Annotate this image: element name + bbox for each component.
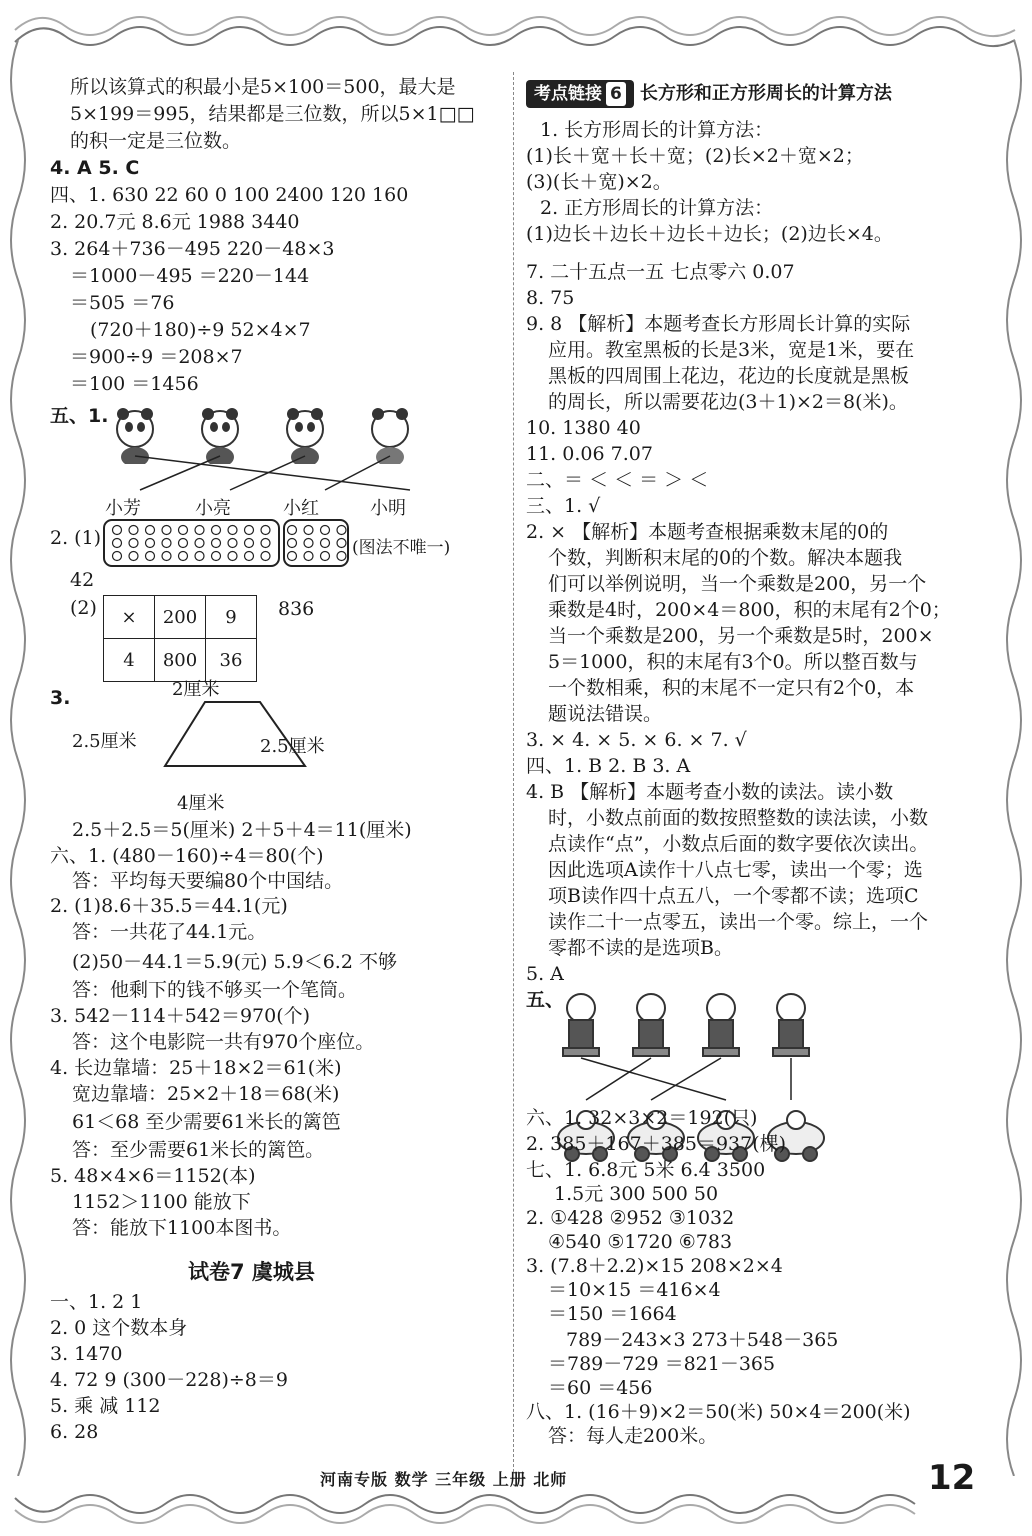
answer-line: 个数，判断积末尾的0的个数。解决本题我 [548, 547, 903, 569]
answer-line: 一、1. 2 1 [50, 1291, 143, 1313]
dot [261, 526, 270, 535]
question-label: 五、1. [50, 405, 109, 427]
dot [228, 552, 237, 561]
answer-line: 11. 0.06 7.07 [526, 443, 653, 465]
kp-line: (1)长＋宽＋长＋宽；(2)长×2＋宽×2； [526, 145, 864, 167]
grid-cell: 4 [104, 639, 155, 682]
answer-line: 10. 1380 40 [526, 417, 641, 439]
answer-line: 2. 0 这个数本身 [50, 1317, 188, 1339]
dot [146, 552, 155, 561]
dot [304, 539, 313, 548]
dot [113, 539, 122, 548]
dot [304, 526, 313, 535]
calc-line: ＝60 ＝456 [548, 1377, 653, 1399]
answer-line: 点读作“点”，小数点后面的数字要依次读出。 [548, 833, 929, 855]
answer-line: 2. ①428 ②952 ③1032 [526, 1207, 735, 1229]
dot [321, 526, 330, 535]
answer-line: 八、1. (16＋9)×2＝50(米) 50×4＝200(米) [526, 1401, 911, 1423]
answer-line: 3. 542－114＋542＝970(个) [50, 1005, 311, 1027]
grid-cell: × [104, 596, 155, 639]
calc-line: 3. 264＋736－495 220－48×3 [50, 238, 335, 260]
name-label: 小亮 [195, 498, 231, 519]
answer-line: 零都不读的是选项B。 [548, 937, 733, 959]
dot [212, 552, 221, 561]
dot [162, 552, 171, 561]
tag-label: 考点链接 [534, 84, 602, 104]
dot [337, 552, 346, 561]
dot [179, 539, 188, 548]
page-footer: 河南专版 数学 三年级 上册 北师 [320, 1470, 568, 1489]
answer-line: 4. B 【解析】本题考查小数的读法。读小数 [526, 781, 894, 803]
answer-line: ④540 ⑤1720 ⑥783 [548, 1231, 733, 1253]
answer-line: 5＝1000，积的末尾有3个0。所以整百数与 [548, 651, 918, 673]
grid-cell: 36 [206, 639, 257, 682]
dot [212, 539, 221, 548]
trapezoid-left-label: 2.5厘米 [72, 731, 137, 752]
page-number: 12 [928, 1458, 976, 1498]
dot [146, 539, 155, 548]
exam-title: 试卷7 虞城县 [188, 1260, 315, 1284]
answer-line: 答：一共花了44.1元。 [72, 921, 267, 943]
answer-line: 们可以举例说明，当一个乘数是200，另一个 [548, 573, 927, 595]
dot [288, 539, 297, 548]
answer-text: 836 [278, 598, 315, 620]
answer-line: 时，小数点前面的数按照整数的读法读，小数 [548, 807, 929, 829]
grid-cell: 200 [155, 596, 206, 639]
answer-line: 当一个乘数是200，另一个乘数是5时，200× [548, 625, 934, 647]
dot [179, 526, 188, 535]
answer-line: 六、1. 32×3×2＝192(只) [526, 1107, 758, 1129]
dot [129, 539, 138, 548]
answer-line: 答：每人走200米。 [548, 1425, 718, 1447]
question-label: (2) [70, 597, 97, 619]
answer-line: 5. 乘 减 112 [50, 1395, 161, 1417]
kp-line: (3)(长＋宽)×2。 [526, 171, 672, 193]
answer-line: 5. A [526, 963, 564, 985]
answer-line: 答：至少需要61米长的篱笆。 [72, 1139, 325, 1161]
calc-line: ＝10×15 ＝416×4 [548, 1279, 721, 1301]
dot [179, 552, 188, 561]
answer-line: 4. A 5. C [50, 157, 140, 179]
grid-row [104, 596, 257, 639]
answer-line: 4. 长边靠墙：25＋18×2＝61(米) [50, 1057, 342, 1079]
dot [195, 552, 204, 561]
answer-line: 9. 8 【解析】本题考查长方形周长计算的实际 [526, 313, 911, 335]
dot-array-figure [102, 518, 352, 570]
dot [113, 526, 122, 535]
text-line: 所以该算式的积最小是5×100＝500，最大是 [70, 76, 456, 98]
dot [212, 526, 221, 535]
multiplication-grid [103, 595, 257, 682]
answer-line: 2. (1)8.6＋35.5＝44.1(元) [50, 895, 288, 917]
dot [288, 526, 297, 535]
text-line: 的积一定是三位数。 [70, 130, 242, 152]
dot [337, 526, 346, 535]
answer-line: 的周长，所以需要花边(3＋1)×2＝8(米)。 [548, 391, 908, 413]
grid-cell: 9 [206, 596, 257, 639]
calc-line: ＝1000－495 ＝220－144 [70, 265, 310, 287]
dot [304, 552, 313, 561]
answer-line: 一个数相乘，积的末尾不一定只有2个0，本 [548, 677, 915, 699]
dot [321, 552, 330, 561]
answer-line: 二、＝ ＜ ＜ ＝ ＞ ＜ [526, 469, 709, 491]
calc-line: ＝900÷9 ＝208×7 [70, 346, 243, 368]
calc-line: 789－243×3 273＋548－365 [566, 1329, 839, 1351]
answer-line: 3. × 4. × 5. × 6. × 7. √ [526, 729, 747, 751]
dot [337, 539, 346, 548]
answer-line: 答：这个电影院一共有970个座位。 [72, 1031, 375, 1053]
name-label: 小明 [370, 498, 406, 519]
answer-line: 黑板的四周围上花边，花边的长度就是黑板 [548, 365, 910, 387]
knowledge-point-tag [526, 80, 634, 108]
note-text: (图法不唯一) [352, 538, 451, 558]
question-label: 3. [50, 687, 71, 709]
answer-line: 答：平均每天要编80个中国结。 [72, 870, 344, 892]
answer-line: 7. 二十五点一五 七点零六 0.07 [526, 261, 795, 283]
answer-line: 六、1. (480－160)÷4＝80(个) [50, 845, 324, 867]
kp-line: 1. 长方形周长的计算方法： [540, 119, 774, 141]
answer-line: 项B读作四十点五八，一个零都不读；选项C [548, 885, 919, 907]
dot [261, 539, 270, 548]
answer-line: 61＜68 至少需要61米长的篱笆 [72, 1111, 341, 1133]
calc-line: ＝789－729 ＝821－365 [548, 1353, 776, 1375]
answer-line: 2. × 【解析】本题考查根据乘数末尾的0的 [526, 521, 889, 543]
wavy-border-left [0, 40, 30, 1476]
dot [228, 539, 237, 548]
answer-line: 答：能放下1100本图书。 [72, 1217, 292, 1239]
answer-line: 3. 1470 [50, 1343, 123, 1365]
dot [162, 526, 171, 535]
answer-line: 四、1. B 2. B 3. A [526, 755, 691, 777]
dot [129, 526, 138, 535]
dot [162, 539, 171, 548]
wavy-border-right [1002, 40, 1032, 1476]
calc-line: ＝150 ＝1664 [548, 1303, 677, 1325]
answer-line: 读作二十一点零五，读出一个零。综上，一个 [548, 911, 929, 933]
text-line: 5×199＝995，结果都是三位数，所以5×1□□ [70, 103, 475, 125]
knowledge-point-title: 长方形和正方形周长的计算方法 [639, 83, 892, 104]
dot [195, 539, 204, 548]
knowledge-point-header [526, 80, 892, 108]
dot [261, 552, 270, 561]
answer-line: 2. 385＋167＋385＝937(棵) [526, 1133, 787, 1155]
trapezoid-bottom-label: 4厘米 [177, 793, 225, 814]
question-label: 五、 [526, 989, 565, 1011]
answer-line: (2)50－44.1＝5.9(元) 5.9＜6.2 不够 [72, 951, 397, 973]
kp-line: (1)边长＋边长＋边长＋边长；(2)边长×4。 [526, 223, 893, 245]
dot [195, 526, 204, 535]
answer-line: 答：他剩下的钱不够买一个笔筒。 [72, 979, 358, 1001]
dot [228, 526, 237, 535]
answer-line: 因此选项A读作十八点七零，读出一个零；选 [548, 859, 923, 881]
answer-line: 七、1. 6.8元 5米 6.4 3500 [526, 1159, 766, 1181]
answer-line: 6. 28 [50, 1421, 99, 1443]
answer-line: 4. 72 9 (300－228)÷8＝9 [50, 1369, 288, 1391]
dot [113, 552, 122, 561]
matching-lines [110, 454, 450, 494]
answer-line: 乘数是4时，200×4＝800，积的末尾有2个0； [548, 599, 951, 621]
trapezoid-shape [160, 698, 310, 770]
calc-line: 3. (7.8＋2.2)×15 208×2×4 [526, 1255, 783, 1277]
dot [146, 526, 155, 535]
question-label: 2. (1) [50, 527, 102, 549]
answer-line: 宽边靠墙：25×2＋18＝68(米) [72, 1083, 340, 1105]
wavy-border-bottom [0, 1484, 1032, 1536]
calc-line: (720＋180)÷9 52×4×7 [90, 319, 311, 341]
dot [321, 539, 330, 548]
answer-line: 1.5元 300 500 50 [554, 1183, 719, 1205]
tag-number: 6 [606, 82, 626, 106]
kp-line: 2. 正方形周长的计算方法： [540, 197, 774, 219]
column-divider [513, 72, 514, 1472]
dot [245, 539, 254, 548]
answer-line: 题说法错误。 [548, 703, 663, 725]
answer-line: 应用。教室黑板的长是3米，宽是1米，要在 [548, 339, 915, 361]
answer-line: 5. 48×4×6＝1152(本) [50, 1165, 256, 1187]
answer-line: 1152＞1100 能放下 [72, 1191, 251, 1213]
trapezoid-right-label: 2.5厘米 [260, 736, 325, 757]
dot [129, 552, 138, 561]
calc-line: ＝505 ＝76 [70, 292, 175, 314]
answer-line: 三、1. √ [526, 495, 601, 517]
wavy-border-top [0, 0, 1032, 52]
answer-line: 2. 20.7元 8.6元 1988 3440 [50, 211, 300, 233]
answer-line: 8. 75 [526, 287, 575, 309]
name-label: 小红 [283, 498, 319, 519]
dot [245, 552, 254, 561]
answer-line: 2.5＋2.5＝5(厘米) 2＋5＋4＝11(厘米) [72, 819, 412, 841]
answer-line: 四、1. 630 22 60 0 100 2400 120 160 [50, 184, 409, 206]
dot [288, 552, 297, 561]
trapezoid-top-label: 2厘米 [172, 679, 220, 700]
answer-text: 42 [70, 569, 95, 591]
name-label: 小芳 [105, 498, 141, 519]
dot [245, 526, 254, 535]
grid-cell: 800 [155, 639, 206, 682]
calc-line: ＝100 ＝1456 [70, 373, 199, 395]
